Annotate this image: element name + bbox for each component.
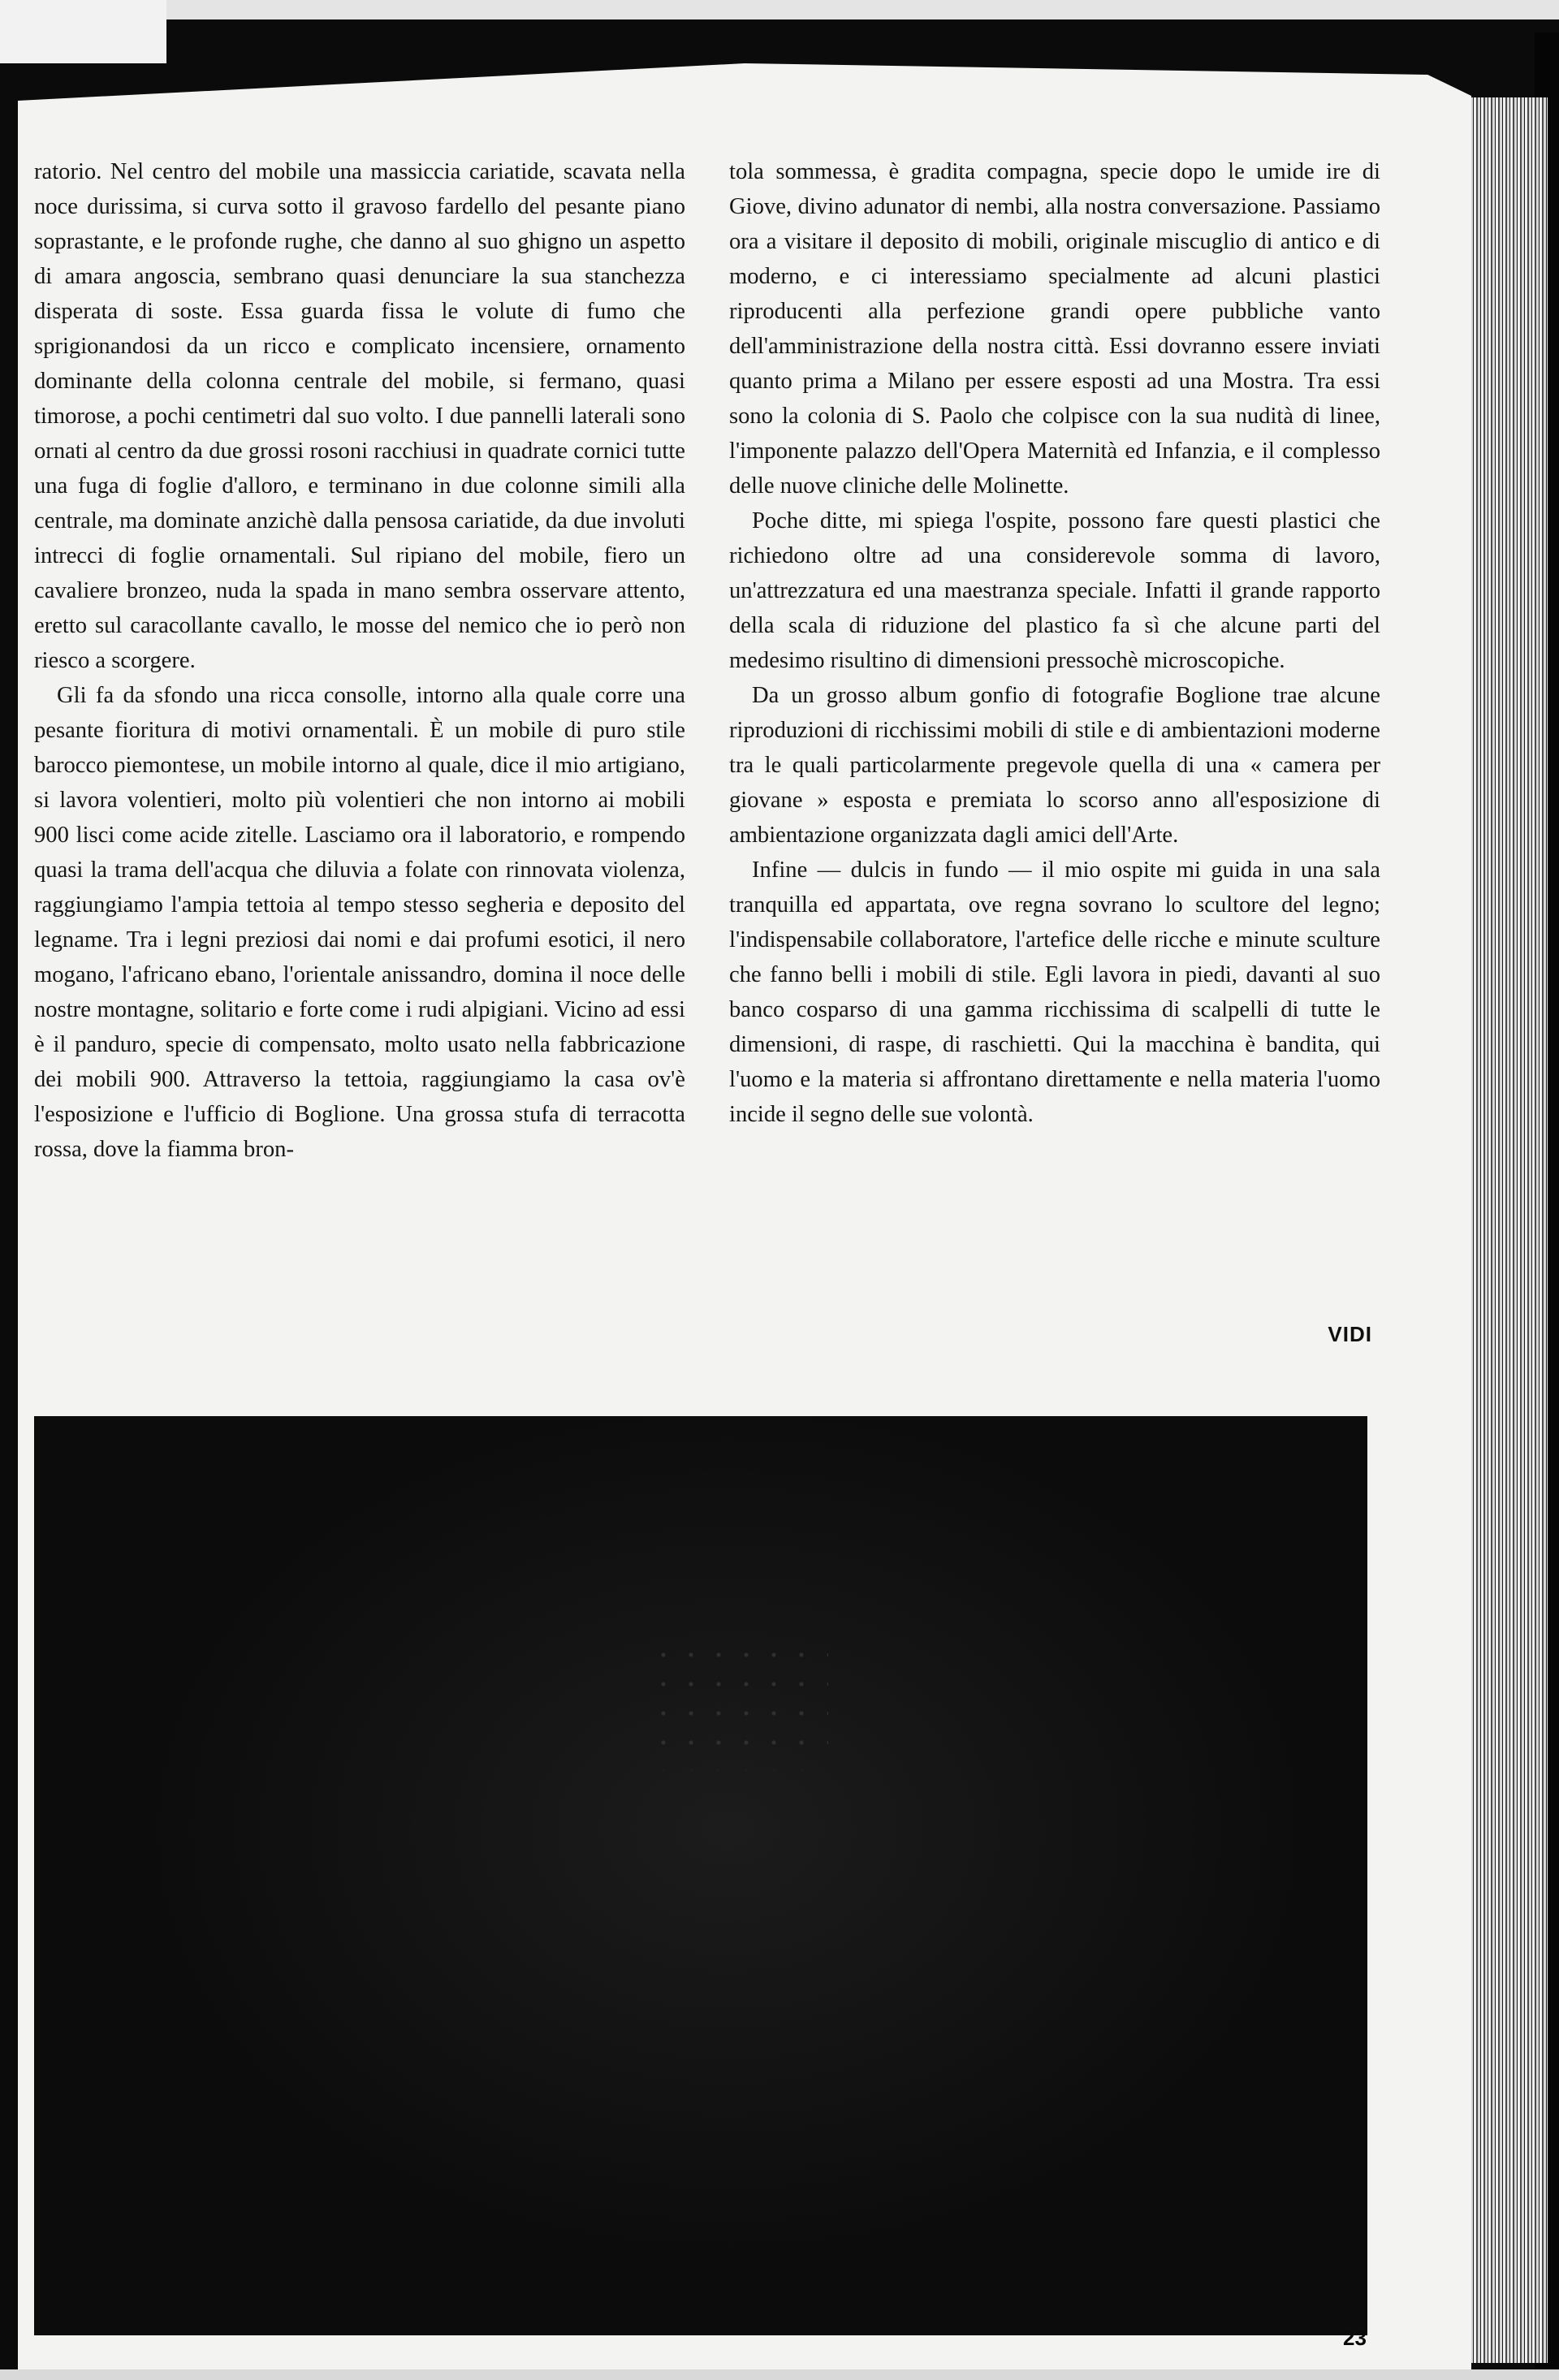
scan-top-edge bbox=[0, 0, 1559, 19]
scan-bottom-edge bbox=[0, 2369, 1559, 2380]
paragraph: Da un grosso album gonfio di fotografie Boglione trae alcune riproduzioni di ricchissimi mobili di stile e di ambientazioni moderne tra le quali particolarmente pregevole quella di una « camera per giovane » esposta e premiata lo scorso anno all'esposizione di ambientazione organizzata dagli amici dell'Arte. bbox=[729, 683, 1380, 848]
article-left-column bbox=[34, 154, 685, 1167]
paragraph: Gli fa da sfondo una ricca consolle, intorno alla quale corre una pesante fioritura di motivi ornamentali. È un mobile di puro stile barocco piemontese, un mobile intorno al quale, dice il mio artigiano, si lavora volentieri, molto più volentieri che non intorno ai mobili 900 lisci come acide zitelle. Lasciamo ora il laboratorio, e rompendo quasi la trama dell'acqua che diluvia a folate con rinnovata violenza, raggiungiamo l'ampia tettoia al tempo stesso segheria e deposito del legname. Tra i legni preziosi dai nomi e dai profumi esotici, il nero mogano, l'africano ebano, l'orientale anissandro, domina il noce delle nostre montagne, solitario e forte come i rudi alpigiani. Vicino ad essi è il panduro, specie di compensato, molto usato nella fabbricazione dei mobili 900. Attraverso la tettoia, raggiungiamo la casa ov'è l'esposizione e l'ufficio di Boglione. Una grossa stufa di terracotta rossa, dove la fiamma bron- bbox=[34, 683, 685, 1162]
paragraph: Infine — dulcis in fundo — il mio ospite mi guida in una sala tranquilla ed appartata, ove regna sovrano lo scultore del legno; l'indispensabile collaboratore, l'artefice delle ricche e minute sculture che fanno belli i mobili di stile. Egli lavora in piedi, davanti al suo banco cosparso di una gamma ricchissima di scalpelli di tutte le dimensioni, di raspe, di raschietti. Qui la macchina è bandita, qui l'uomo e la materia si affrontano direttamente e nella materia l'uomo incide il segno delle sue volontà. bbox=[729, 857, 1380, 1127]
photo-detail bbox=[650, 1640, 828, 1770]
paragraph: ratorio. Nel centro del mobile una massiccia cariatide, scavata nella noce durissima, si curva sotto il gravoso fardello del pesante piano soprastante, e le profonde rughe, che danno al suo ghigno un aspetto di amara angoscia, sembrano quasi denunciare la sua stanchezza disperata di soste. Essa guarda fissa le volute di fumo che sprigionandosi da un ricco e complicato incensiere, ornamento dominante della colonna centrale del mobile, si fermano, quasi timorose, a pochi centimetri dal suo volto. I due pannelli laterali sono ornati al centro da due grossi rosoni racchiusi in quadrate cornici tutte una fuga di foglie d'alloro, e terminano in due colonne simili alla centrale, ma dominate anzichè dalla pensosa cariatide, da due involuti intrecci di foglie ornamentali. Sul ripiano del mobile, fiero un cavaliere bronzeo, nuda la spada in mano sembra osservare attento, eretto sul caracollante cavallo, le mosse del nemico che io però non riesco a scorgere. bbox=[34, 159, 685, 673]
author-signature: VIDI bbox=[1328, 1322, 1372, 1346]
article-photo bbox=[34, 1416, 1367, 2335]
paragraph: Poche ditte, mi spiega l'ospite, possono fare questi plastici che richiedono oltre ad una considerevole somma di lavoro, un'attrezzatura ed una maestranza speciale. Infatti il grande rapporto della scala di riduzione del plastico fa sì che alcune parti del medesimo risultino di dimensioni pressochè microscopiche. bbox=[729, 508, 1380, 673]
book-page-edges bbox=[1466, 97, 1548, 2363]
page-number: 23 bbox=[1343, 2326, 1367, 2350]
paragraph: tola sommessa, è gradita compagna, specie dopo le umide ire di Giove, divino adunator di nembi, alla nostra conversazione. Passiamo ora a visitare il deposito di mobili, originale miscuglio di antico e di moderno, e ci interessiamo specialmente ad alcuni plastici riproducenti alla perfezione grandi opere pubbliche vanto dell'amministrazione della nostra città. Essi dovranno essere inviati quanto prima a Milano per essere esposti ad una Mostra. Tra essi sono la colonia di S. Paolo che colpisce con la sua nudità di linee, l'imponente palazzo dell'Opera Maternità ed Infanzia, e il complesso delle nuove cliniche delle Molinette. bbox=[729, 159, 1380, 499]
scan-corner-margin bbox=[0, 0, 166, 63]
article-right-column bbox=[729, 154, 1380, 1132]
